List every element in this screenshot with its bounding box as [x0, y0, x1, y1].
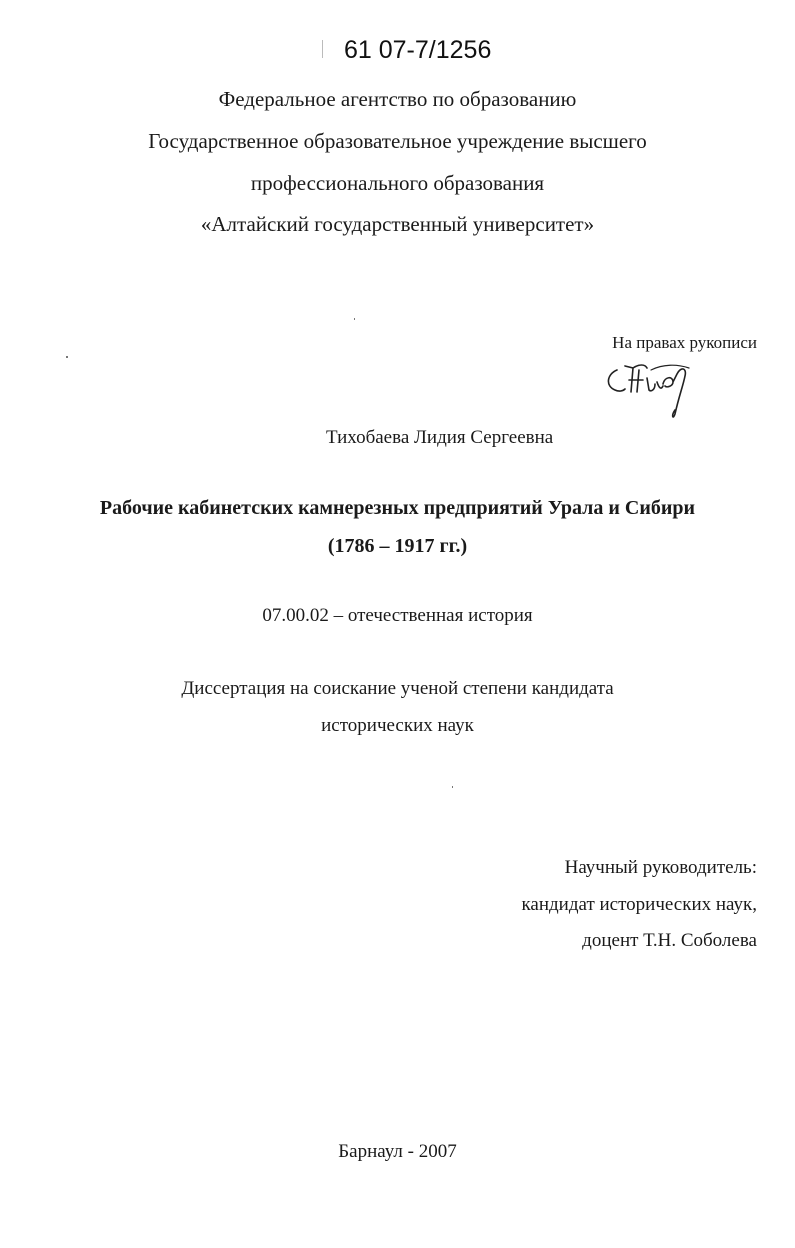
supervisor-name: доцент Т.Н. Соболева [582, 930, 757, 951]
supervisor-label: Научный руководитель: [564, 857, 757, 878]
specialty-code: 07.00.02 – отечественная история [262, 605, 533, 626]
institution-line-1: Государственное образовательное учреждение высшего [148, 129, 647, 153]
catalog-number: 61 07-7/1256 [344, 36, 492, 64]
supervisor-degree: кандидат исторических наук, [521, 894, 757, 915]
dissertation-title-line-1: Рабочие кабинетских камнерезных предприятий Урала и Сибири [99, 497, 696, 519]
institution-line-2: профессионального образования [250, 171, 545, 195]
dissertation-title-line-2: (1786 – 1917 гг.) [327, 535, 468, 557]
degree-line-2: исторических наук [321, 715, 474, 736]
author-name: Тихобаева Лидия Сергеевна [326, 427, 554, 448]
scan-speck [354, 318, 355, 320]
author-signature [603, 356, 698, 422]
place-and-year: Барнаул - 2007 [338, 1141, 457, 1162]
scan-speck [322, 40, 323, 58]
manuscript-rights: На правах рукописи [612, 333, 757, 352]
agency-name: Федеральное агентство по образованию [218, 87, 577, 111]
scan-speck [452, 786, 453, 788]
university-name: «Алтайский государственный университет» [200, 212, 595, 236]
degree-line-1: Диссертация на соискание ученой степени кандидата [181, 678, 614, 699]
scan-speck [66, 356, 68, 358]
